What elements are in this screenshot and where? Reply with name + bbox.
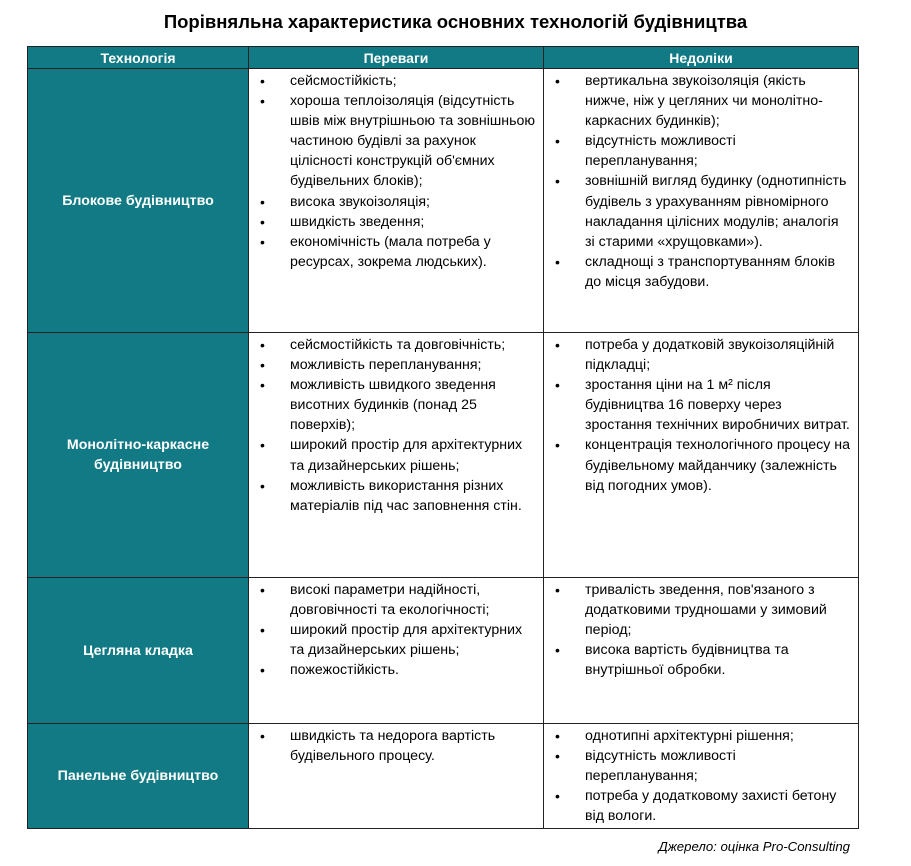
list-item: • економічність (мала потреба у ресурсах, зокрема людських). (249, 232, 543, 272)
list-item: • тривалість зведення, пов'язаного з додатковими трудношами у зимовий період; (544, 580, 858, 640)
disadvantages-cell (544, 69, 859, 333)
technology-label: Блокове будівництво (62, 192, 214, 209)
technology-label: Панельне будівництво (57, 768, 219, 785)
column-header-disadvantages: Недоліки (544, 47, 859, 69)
list-item: • відсутність можливості перепланування; (544, 746, 858, 786)
disadvantages-list (544, 726, 858, 826)
list-item: • висока вартість будівництва та внутрішньої обробки. (544, 640, 858, 680)
document-title: Порівняльна характеристика основних технологій будівництва (163, 11, 748, 32)
list-item: • сейсмостійкість та довговічність; (249, 335, 543, 355)
disadvantages-list (544, 580, 858, 680)
advantages-cell (249, 333, 544, 578)
disadvantages-list (544, 71, 858, 292)
advantages-cell (249, 69, 544, 333)
advantages-list (249, 71, 543, 272)
list-item: • швидкість зведення; (249, 212, 543, 232)
source-note: Джерело: оцінка Pro-Consulting (658, 839, 850, 854)
list-item: • концентрація технологічного процесу на будівельному майданчику (залежність від погодних умов). (544, 435, 858, 495)
table-row (28, 578, 859, 724)
advantages-list (249, 580, 543, 680)
column-header-advantages: Переваги (249, 47, 544, 69)
technology-label: Монолітно-каркасне будівництво (66, 437, 210, 473)
list-item: • вертикальна звукоізоляція (якість нижче, ніж у цегляних чи монолітно-каркасних будинків); (544, 71, 858, 131)
advantages-list (249, 335, 543, 516)
list-item: • зовнішній вигляд будинку (однотипність будівель з урахуванням рівномірного накладання цілісних модулів; аналогія зі старими «хрущовками»). (544, 171, 858, 251)
table-row (28, 724, 859, 829)
list-item: • зростання ціни на 1 м² після будівництва 16 поверху через зростання технічних виробничих витрат. (544, 375, 858, 435)
technology-cell (28, 69, 249, 333)
list-item: • однотипні архітектурні рішення; (544, 726, 858, 746)
list-item: • високі параметри надійності, довговічності та екологічності; (249, 580, 543, 620)
advantages-cell (249, 578, 544, 724)
list-item: • потреба у додатковій звукоізоляційній підкладці; (544, 335, 858, 375)
list-item: • потреба у додатковому захисті бетону від вологи. (544, 786, 858, 826)
table-row (28, 333, 859, 578)
advantages-list (249, 726, 543, 766)
list-item: • сейсмостійкість; (249, 71, 543, 91)
list-item: • можливість швидкого зведення висотних будинків (понад 25 поверхів); (249, 375, 543, 435)
technology-label: Цегляна кладка (83, 642, 193, 659)
list-item: • складнощі з транспортуванням блоків до місця забудови. (544, 252, 858, 292)
list-item: • швидкість та недорога вартість будівельного процесу. (249, 726, 543, 766)
technology-cell (28, 724, 249, 829)
list-item: • широкий простір для архітектурних та дизайнерських рішень; (249, 620, 543, 660)
table-row (28, 69, 859, 333)
list-item: • можливість використання різних матеріалів під час заповнення стін. (249, 476, 543, 516)
disadvantages-cell (544, 333, 859, 578)
technology-cell (28, 578, 249, 724)
disadvantages-cell (544, 724, 859, 829)
technology-cell (28, 333, 249, 578)
list-item: • хороша теплоізоляція (відсутність швів між внутрішньою та зовнішньою частиною будівлі за рахунок цілісності конструкцій об'ємних будівельних блоків); (249, 91, 543, 191)
list-item: • широкий простір для архітектурних та дизайнерських рішень; (249, 435, 543, 475)
advantages-cell (249, 724, 544, 829)
list-item: • пожежостійкість. (249, 660, 543, 680)
list-item: • можливість перепланування; (249, 355, 543, 375)
comparison-table (27, 46, 859, 829)
column-header-technology: Технологія (28, 47, 249, 69)
list-item: • відсутність можливості перепланування; (544, 131, 858, 171)
header-row (28, 47, 859, 69)
disadvantages-cell (544, 578, 859, 724)
disadvantages-list (544, 335, 858, 496)
list-item: • висока звукоізоляція; (249, 192, 543, 212)
